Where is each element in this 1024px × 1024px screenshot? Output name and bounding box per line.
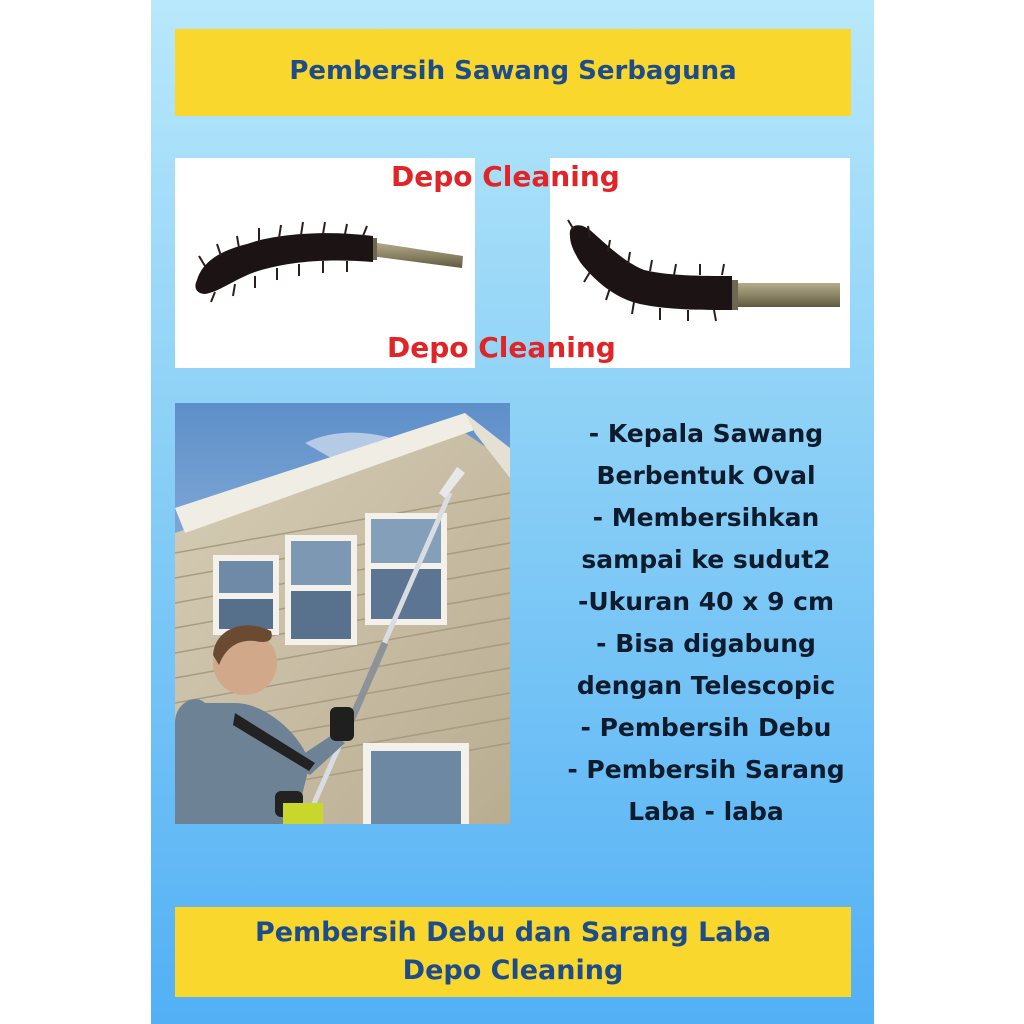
feature-line: - Kepala Sawang: [588, 419, 824, 448]
feature-line: - Bisa digabung: [596, 629, 816, 658]
usage-photo: [175, 403, 510, 824]
feature-line: dengan Telescopic: [576, 671, 836, 700]
feature-line: - Pembersih Sarang: [567, 755, 845, 784]
feature-line: - Membersihkan: [592, 503, 820, 532]
feature-line: -Ukuran 40 x 9 cm: [577, 587, 835, 616]
watermark-text: Depo Cleaning: [387, 331, 616, 364]
feature-line: - Pembersih Debu: [580, 713, 832, 742]
feature-line: sampai ke sudut2: [581, 545, 831, 574]
title-banner: [175, 29, 851, 116]
feature-line: Berbentuk Oval: [596, 461, 816, 490]
product-poster: [151, 0, 874, 1024]
feature-list: [543, 413, 869, 833]
footer-line-1: Pembersih Debu dan Sarang Laba: [254, 917, 772, 948]
feature-line: Laba - laba: [628, 797, 784, 826]
footer-line-2: Depo Cleaning: [402, 955, 624, 986]
watermark-text: Depo Cleaning: [391, 160, 620, 193]
poster-title: Pembersih Sawang Serbaguna: [289, 56, 737, 86]
footer-banner: [175, 907, 851, 997]
